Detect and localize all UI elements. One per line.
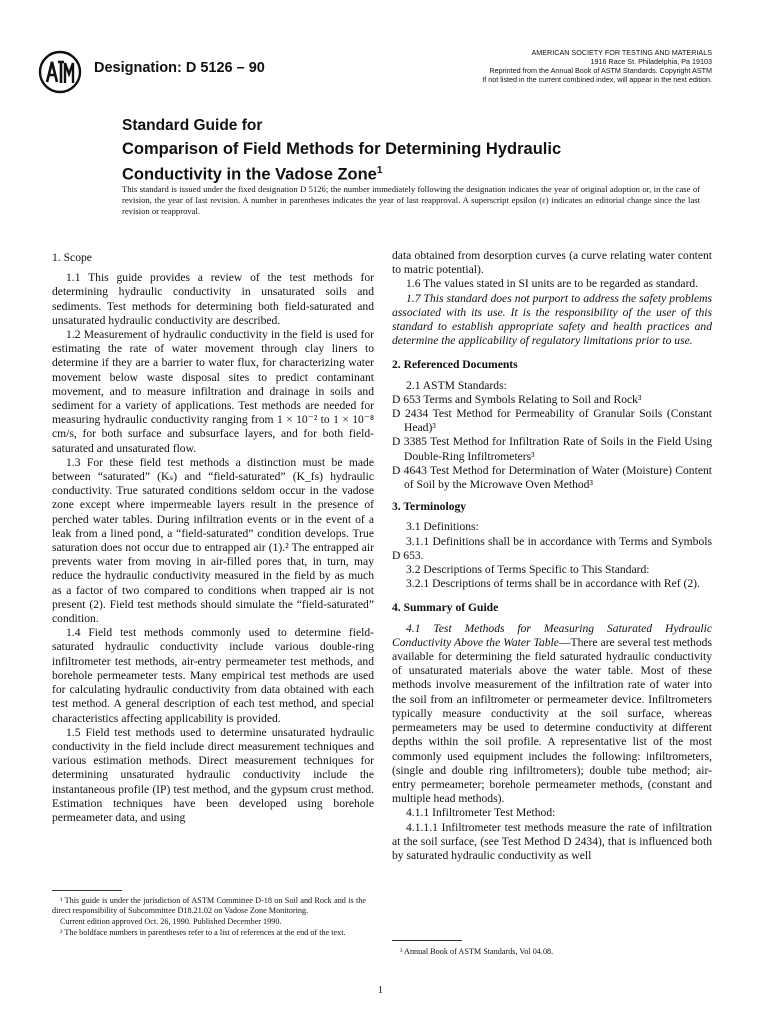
- paragraph-4-1-1-1: 4.1.1.1 Infiltrometer test methods measure the rate of infiltration at the soil surface, (see Test Method D 2434), that is influenced both by saturated hydraulic conductivity as well: [392, 820, 712, 862]
- publication-info: [442, 48, 712, 84]
- paragraph-4-1-body: —There are several test methods available for determining the field saturated hydraulic conductivity of unsaturated materials above the water table. Most of these methods involve measurement of the infiltration rate of water into the soil from an infiltrometer or permeameter device. Infiltrometers typically measure conductivity at the soil surface, whereas permeameters may be used to determine conductivity at different depths within the soil profile. A representative list of the most commonly used equipment includes the following: infiltrometers, (single and double ring infiltrometers); double tube method; air-entry permeameter; borehole permeameter methods, (constant and multiple head methods).: [392, 635, 712, 806]
- footnote-1-edition: Current edition approved Oct. 26, 1990. Published December 1990.: [60, 917, 282, 926]
- paragraph-continuation: data obtained from desorption curves (a curve relating water content to matric potential).: [392, 249, 712, 277]
- publisher: AMERICAN SOCIETY FOR TESTING AND MATERIALS: [531, 48, 712, 57]
- paragraph-1-7: 1.7 This standard does not purport to address the safety problems associated with its use. It is the responsibility of the user of this standard to establish appropriate safety and health practices and determine the applicability of regulatory limitations prior to use.: [392, 291, 712, 348]
- title-line-2: Comparison of Field Methods for Determining Hydraulic: [122, 140, 562, 158]
- footnote-2: ² The boldface numbers in parentheses refer to a list of references at the end of the text.: [60, 928, 346, 937]
- title-block: [122, 117, 682, 186]
- paragraph-3-2: 3.2 Descriptions of Terms Specific to This Standard:: [406, 563, 650, 577]
- page-number: 1: [378, 985, 383, 996]
- paragraph-1-1: 1.1 This guide provides a review of the test methods for determining hydraulic conductivity in unsaturated soils and sediments. Test methods for determining both field-saturated and unsaturated hydraulic conductivity are described.: [52, 271, 374, 327]
- publisher-address: 1916 Race St. Philadelphia, Pa 19103: [590, 57, 712, 66]
- paragraph-3-2-1: 3.2.1 Descriptions of terms shall be in accordance with Ref (2).: [406, 577, 700, 591]
- paragraph-1-4: 1.4 Field test methods commonly used to determine field-saturated hydraulic conductivity include various double-ring infiltrometer test methods, air-entry permeameter test methods, and borehole permeameter tests. Many empirical test methods are used for calculating hydraulic conductivity from data obtained with each test method. A general description of each test method, and special characteristics affecting applicability is provided.: [52, 626, 374, 725]
- title-footnote-mark: 1: [376, 165, 383, 176]
- paragraph-1-5: 1.5 Field test methods used to determine unsaturated hydraulic conductivity in the field include direct measurement techniques and various estimation methods. Direct measurement techniques for determining unsaturated hydraulic conductivity include the instantaneous profile (IP) test method, and the gypsum crust method. Estimation techniques have been developed using borehole permeameter data, and using: [52, 725, 374, 824]
- reference-d4643: D 4643 Test Method for Determination of Water (Moisture) Content of Soil by the Microwave Oven Method³: [392, 463, 712, 492]
- reference-d653: D 653 Terms and Symbols Relating to Soil and Rock³: [392, 392, 642, 406]
- footnote-rule-left: [52, 890, 122, 891]
- left-column: [52, 249, 374, 825]
- paragraph-1-6: 1.6 The values stated in SI units are to be regarded as standard.: [406, 277, 699, 291]
- section-heading-referenced-documents: 2. Referenced Documents: [392, 358, 518, 372]
- footnote-1: ¹ This guide is under the jurisdiction of ASTM Committee D-18 on Soil and Rock and is the direct responsibility of Subcommittee D18.21.02 on Vadose Zone Monitoring.: [52, 896, 366, 915]
- paragraph-1-3: 1.3 For these field test methods a distinction must be made between “saturated” (Kₛ) and “field-saturated” (K_fs) hydraulic conductivity. True saturated conditions seldom occur in the vadose zone except where impermeable layers result in the presence of perched water tables. During infiltration events or in the event of a leak from a lined pond, a “field-saturated” condition develops. True saturation does not occur due to entrapped air (1).² The entrapped air prevents water from moving in air-filled pores that, in turn, may reduce the hydraulic conductivity measured in the field by as much as a factor of two compared to conditions when trapped air is not present (2). Field test methods should simulate the “field-saturated” condition.: [52, 455, 374, 626]
- section-heading-summary: 4. Summary of Guide: [392, 601, 499, 615]
- reprint-note: Reprinted from the Annual Book of ASTM Standards. Copyright ASTM: [489, 66, 712, 75]
- paragraph-2-1: 2.1 ASTM Standards:: [406, 378, 507, 392]
- standard-note: This standard is issued under the fixed designation D 5126; the number immediately following the designation indicates the year of original adoption or, in the case of revision, the year of last revision. A number in parentheses indicates the year of last reapproval. A superscript epsilon (ε) indicates an editorial change since the last revision or reapproval.: [122, 184, 700, 216]
- paragraph-3-1: 3.1 Definitions:: [406, 520, 479, 534]
- paragraph-3-1-1: 3.1.1 Definitions shall be in accordance with Terms and Symbols D 653.: [392, 534, 712, 562]
- right-footnotes: [392, 947, 710, 958]
- right-column: [392, 249, 712, 863]
- paragraph-4-1-1: 4.1.1 Infiltrometer Test Method:: [406, 806, 556, 820]
- reference-d2434: D 2434 Test Method for Permeability of Granular Soils (Constant Head)³: [392, 407, 712, 435]
- left-footnotes: [52, 896, 366, 939]
- edition-note: If not listed in the current combined index, will appear in the next edition.: [482, 75, 712, 84]
- title-line-3: Conductivity in the Vadose Zone$^1$: [122, 165, 383, 184]
- title-line-1: Standard Guide for: [122, 117, 263, 134]
- section-heading-terminology: 3. Terminology: [392, 500, 467, 514]
- reference-list: [392, 393, 712, 492]
- section-heading-scope: 1. Scope: [52, 251, 92, 264]
- footnote-3: ³ Annual Book of ASTM Standards, Vol 04.08.: [400, 947, 554, 956]
- paragraph-1-2: 1.2 Measurement of hydraulic conductivity in the field is used for estimating the rate of water movement through clay liners to determine if they are a barrier to water flux, for characterizing water movement below waste disposal sites to predict contaminant movement, and to measure infiltration and drainage in soils and sediment for a variety of applications. Test methods are needed for measuring hydraulic conductivity ranging from 1 × 10⁻² to 1 × 10⁻⁸ cm/s, for both surface and subsurface layers, and for both field-saturated and unsaturated flow.: [52, 328, 374, 455]
- paragraph-4-1-lead: 4.1 Test Methods for Measuring Saturated Hydraulic Conductivity Above the Water Table: [392, 621, 712, 649]
- reference-d3385: D 3385 Test Method for Infiltration Rate of Soils in the Field Using Double-Ring Infiltrometers³: [392, 435, 712, 463]
- paragraph-4-1: [392, 622, 712, 807]
- astm-logo: [38, 50, 82, 94]
- footnote-rule-right: [392, 940, 462, 941]
- designation: Designation: D 5126 – 90: [94, 60, 265, 76]
